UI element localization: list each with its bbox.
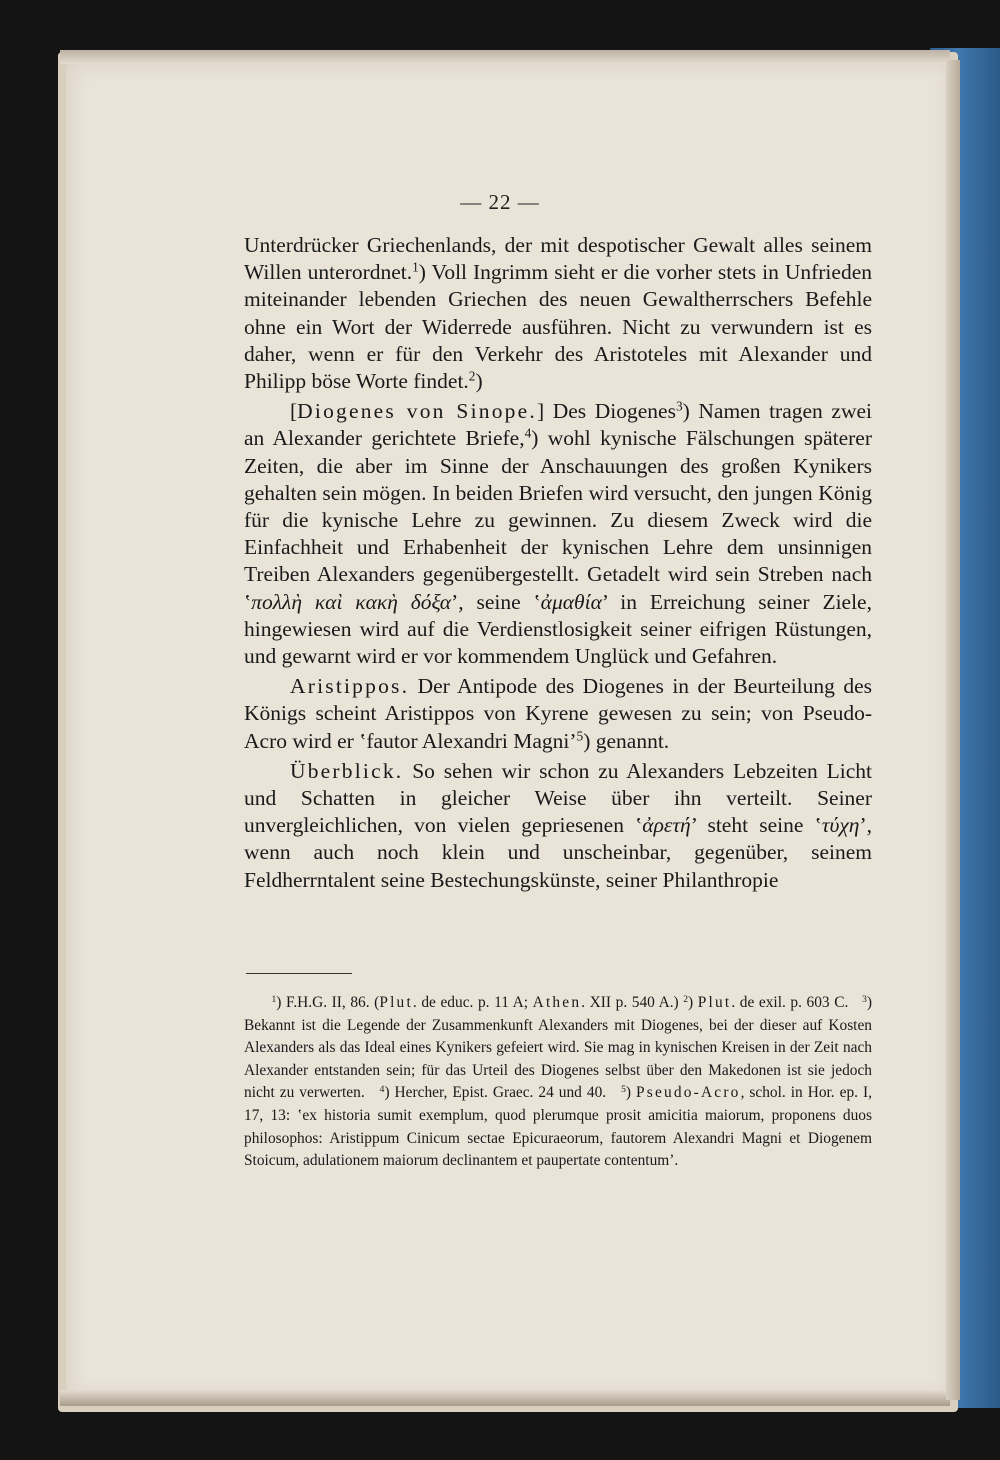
page-top-edge bbox=[60, 50, 950, 64]
paragraph-diogenes: [Diogenes von Sinope.] Des Diogenes$^3$) Namen tragen zwei an Alexander gerichtete Briefe,$^4$) wohl kynische Fälschungen späterer Zeiten, die aber im Sinne der Anschauungen des großen Kynikers gehalten sein mögen. In beiden Briefen wird versucht, den jungen König für die kynische Lehre zu gewinnen. Zu diesem Zweck wird die Einfachheit und Erhabenheit der kynischen Lehre dem unsinnigen Treiben Alexanders gegenübergestellt. Getadelt wird sein Streben nach ʽπολλὴ καὶ κακὴ δόξα’, seine ʽἀμαθία’ in Erreichung seiner Ziele, hingewiesen wird auf die Verdienstlosigkeit seiner eifrigen Rüstungen, und gewarnt wird er vor kommendem Unglück und Gefahren. bbox=[244, 398, 872, 669]
paragraph-aristippos: Aristippos. Der Antipode des Diogenes in der Beurteilung des Königs scheint Aristippos von Kyrene gewesen zu sein; von Pseudo-Acro wird er ʽfautor Alexandri Magni’$^5$) genannt. bbox=[244, 674, 872, 753]
paragraph-ueberblick: Überblick. So sehen wir schon zu Alexanders Lebzeiten Licht und Schatten in gleicher Weise über ihn verteilt. Seiner unvergleichlichen, von vielen gepriesenen ʽἀρετή’ steht seine ʽτύχη’, wenn auch noch klein und unscheinbar, gegenüber, seinem Feldherrntalent seine Bestechungskünste, seiner Philanthropie bbox=[244, 758, 872, 892]
footnotes bbox=[244, 992, 872, 1173]
page-bottom-edge bbox=[60, 1390, 950, 1406]
page-number: — 22 — bbox=[460, 190, 540, 214]
page-fore-edge bbox=[946, 60, 960, 1400]
footnote-text: $^1$) F.H.G. II, 86. (Plut. de educ. p. 11 A; Athen. XII p. 540 A.) $^2$) Plut. de exil. p. 603 C. $^3$) Bekannt ist die Legende der Zusammenkunft Alexanders mit Diogenes, bei der dieser auf Kosten Alexanders als das Ideal eines Kynikers gefeiert wird. Sie mag in kynischen Kreisen in der Zeit nach Alexander entstanden sein; für das Urteil des Diogenes selbst über den Makedonen ist sie jedoch nicht zu verwerten. $^4$) Hercher, Epist. Graec. 24 und 40. $^5$) Pseudo-Acro, schol. in Hor. ep. I, 17, 13: ʽex historia sumit exemplum, quod plerumque prosit amicitia maiorum, proponens duos philosophos: Aristippum Cinicum sectae Epicuraeorum, fautorem Alexandri Magni et Diogenem Stoicum, adulationem maiorum declinantem et paupertate contentum’. bbox=[244, 993, 872, 1170]
main-text bbox=[244, 232, 872, 894]
paragraph: Unterdrücker Griechenlands, der mit despotischer Gewalt alles seinem Willen unterordnet.$^1$) Voll Ingrimm sieht er die vorher stets in Unfrieden miteinander lebenden Griechen des neuen Gewaltherrschers Befehle ohne ein Wort der Widerrede ausführen. Nicht zu verwundern ist es daher, wenn er für den Verkehr des Aristoteles mit Alexander und Philipp böse Worte findet.$^2$) bbox=[244, 233, 872, 394]
footnote-rule bbox=[246, 973, 352, 974]
